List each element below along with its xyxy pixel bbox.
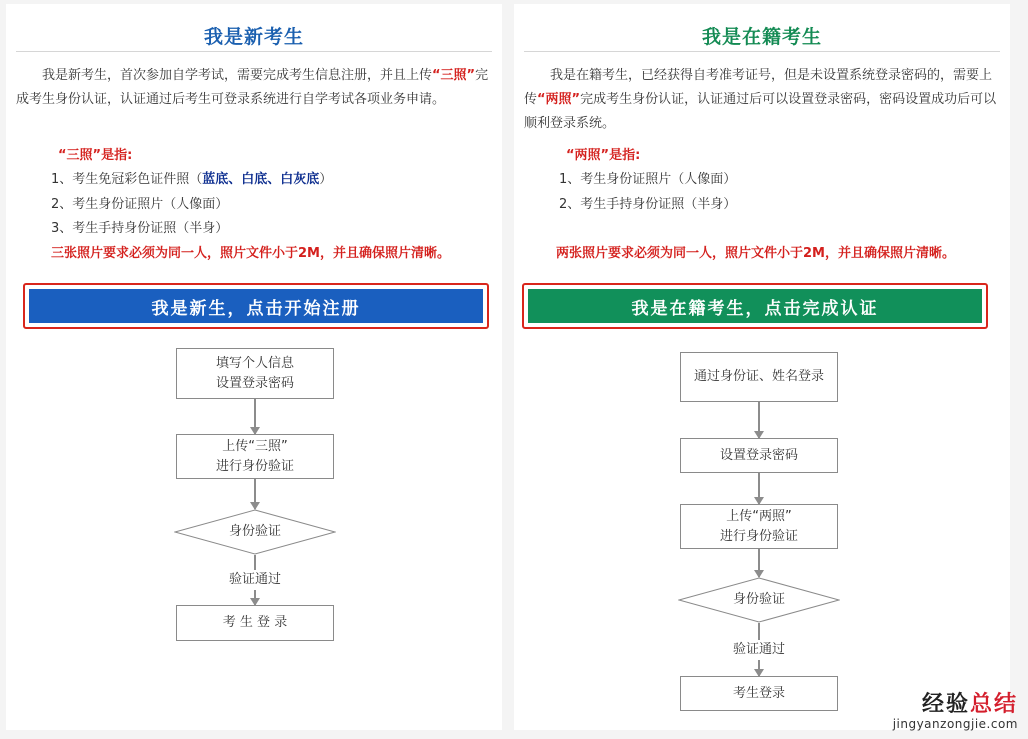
flow-step-text: 进行身份验证 [719,528,798,544]
title-divider [524,51,1000,52]
verify-button-frame [522,283,988,329]
intro-text-before: 我是在籍考生，已经获得自考准考证号，但是未设置系统登录密码的，需要上传 [524,68,993,107]
verify-button[interactable]: 我是在籍考生，点击完成认证 [528,289,982,323]
new-student-title: 我是新考生 [203,26,304,48]
watermark-name-part: 总结 [969,692,1018,717]
photo-requirement-note: 两张照片要求必须为同一人，照片文件小于2M，并且确保照片清晰。 [556,246,955,261]
existing-student-title: 我是在籍考生 [701,26,822,48]
flow-step-text: 考生登录 [732,685,785,701]
existing-student-intro [524,64,1000,136]
flow-step-text: 设置登录密码 [719,447,798,463]
flow-arrow [758,473,760,504]
flow-step-upload [680,504,838,549]
photo-requirement-item: 2、考生手持身份证照（半身） [559,197,737,212]
watermark-name [893,693,1018,717]
flow-step-login [176,605,334,641]
photo-requirement-item: 3、考生手持身份证照（半身） [51,221,229,236]
flow-arrow [254,479,256,509]
background-colors: 蓝底、白底、白灰底 [202,172,320,187]
flow-step-upload [176,434,334,479]
flow-step-text: 设置登录密码 [215,375,294,391]
item-prefix: 1、考生免冠彩色证件照（ [51,172,203,187]
flow-step-text: 上传“三照” [222,438,288,454]
photo-requirement-note: 三张照片要求必须为同一人，照片文件小于2M，并且确保照片清晰。 [51,246,450,261]
intro-highlight: “两照” [537,92,581,107]
flow-decision-verify [678,577,840,623]
flow-step-id-login [680,352,838,402]
flow-pass-label: 验证通过 [679,640,839,660]
flow-step-text: 进行身份验证 [215,458,294,474]
site-watermark [893,693,1018,731]
flow-arrow [758,549,760,577]
flow-step-text: 上传“两照” [726,508,792,524]
register-button[interactable]: 我是新生，点击开始注册 [29,289,483,323]
title-divider [16,51,492,52]
flow-decision-verify [174,509,336,555]
photo-requirement-item [51,168,332,192]
flow-step-login [680,676,838,711]
photo-requirement-item: 1、考生身份证照片（人像面） [559,172,737,187]
photos-heading: “三照”是指: [58,148,133,163]
decision-label: 身份验证 [228,524,281,539]
intro-text-after: 完成考生身份认证，认证通过后考生可登录系统进行自学考试各项业务申请。 [16,68,489,107]
photo-requirement-item: 2、考生身份证照片（人像面） [51,197,229,212]
intro-text-before: 我是新考生，首次参加自学考试，需要完成考生信息注册，并且上传 [42,68,433,83]
intro-highlight: “三照” [432,68,476,83]
existing-student-panel [514,4,1010,730]
watermark-url: jingyanzongjie.com [892,717,1018,731]
decision-label: 身份验证 [732,592,785,607]
new-student-panel [6,4,502,730]
watermark-name-part: 经验 [921,692,970,717]
photos-heading: “两照”是指: [566,148,641,163]
flow-step-text: 填写个人信息 [215,355,294,371]
flow-step-fill-info [176,348,334,399]
intro-text-after: 完成考生身份认证，认证通过后可以设置登录密码，密码设置成功后可以顺利登录系统。 [524,92,997,131]
new-student-intro [16,64,492,112]
flow-pass-label: 验证通过 [175,570,335,590]
flow-step-text: 通过身份证、姓名登录 [693,369,824,384]
flow-step-text: 考 生 登 录 [222,615,288,630]
register-button-frame [23,283,489,329]
flow-arrow [758,402,760,438]
item-suffix: ） [319,172,333,187]
flow-step-set-password [680,438,838,473]
flow-arrow [254,399,256,434]
